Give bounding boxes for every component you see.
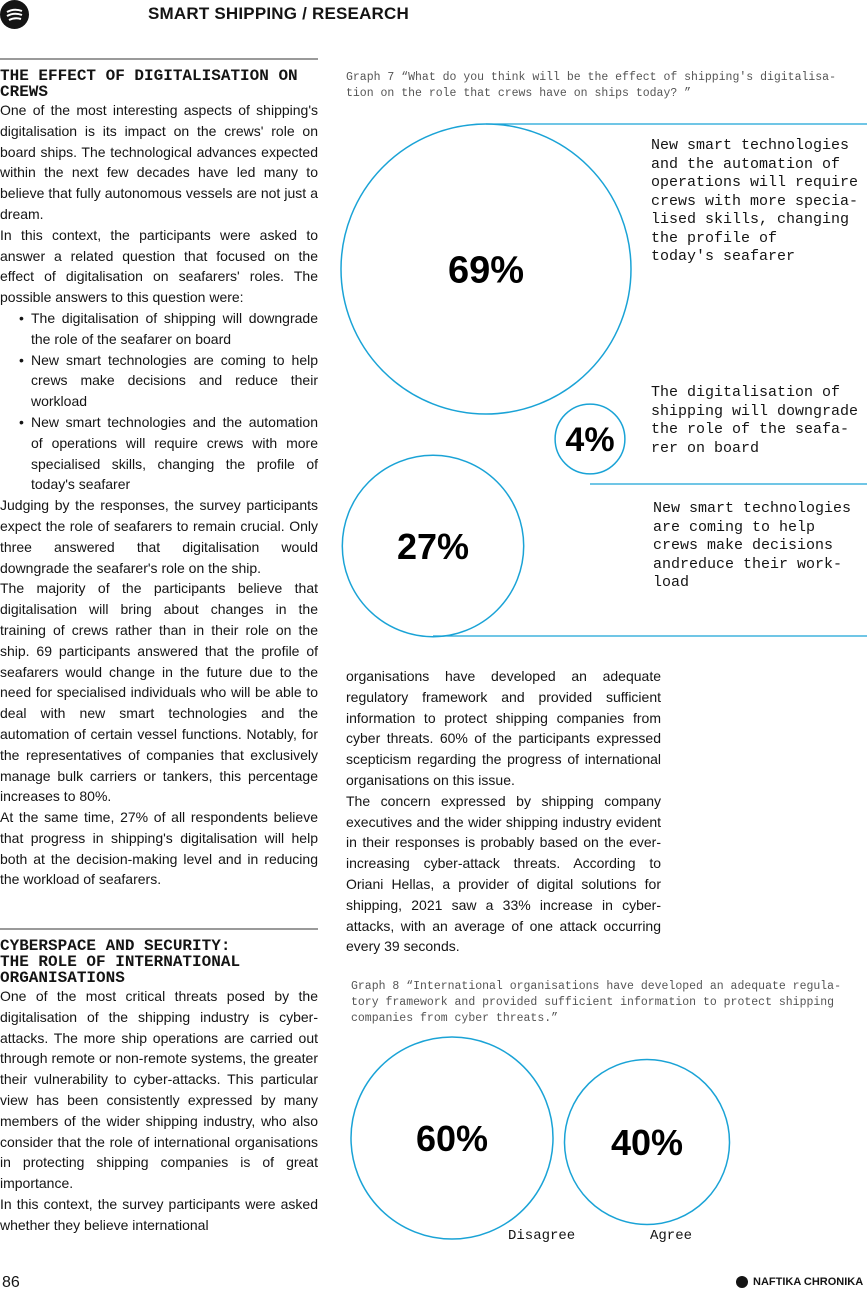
caption-line: tion on the role that crews have on ships today? ”: [346, 87, 692, 100]
paragraph: One of the most interesting aspects of shipping's digitalisation is its impact on the crews' role on board ships. The technological advances expected within the next few decades have led many to believe that fully autonomous vessels are not just a dream.: [0, 102, 318, 222]
brand-name: NAFTIKA CHRONIKA: [753, 1276, 864, 1288]
paragraph: In this context, the participants were asked to answer a related question that focused on the effect of digitalisation on seafarers' roles. The possible answers to this question were:: [0, 226, 318, 306]
caption-line: Graph 7 “What do you think will be the effect of shipping's digitalisa-: [346, 71, 836, 84]
answer-label: New smart technologies are coming to help crews make decisions andreduce their work- load: [653, 500, 852, 591]
section1-heading: THE EFFECT OF DIGITALISATION ON CREWS: [0, 67, 298, 101]
answer-label: New smart technologies and the automation of operations will require crews with more specia- lised skills, changing the profile of today's seafarer: [651, 137, 859, 265]
bubble-label: 4%: [565, 421, 615, 460]
list-item: • New smart technologies are coming to help crews make decisions and reduce their workload: [0, 350, 318, 412]
brand: [736, 1276, 863, 1288]
paragraph: In this context, the survey participants were asked whether they believe international: [0, 1195, 318, 1233]
continued-body: [346, 666, 661, 957]
graph8-caption: [351, 979, 861, 1027]
list-item: • New smart technologies and the automation of operations will require crews with more specialised skills, changing the profile of today's seafarer: [0, 412, 318, 495]
caption-line: Graph 8 “International organisations have developed an adequate regula-: [351, 980, 841, 993]
bubble-label: 40%: [610, 1122, 684, 1163]
paragraph: Judging by the responses, the survey participants expect the role of seafarers to remain crucial. Only three answered that digitalisation would downgrade the seafarer's role on the ship.: [0, 497, 318, 576]
paragraph: The majority of the participants believe that digitalisation will bring about changes in the training of crews rather than in their role on the ship. 69 participants answered that the profile of seafarers would change in the future due to the need for specialised individuals who will be able to deal with new smart technologies and the automation of certain vessel functions. Notably, for the representatives of companies that exclusively manage bulk carriers or tankers, this percentage increases to 80%.: [0, 580, 318, 805]
graph8-marks: [351, 1037, 730, 1239]
caption-line: tory framework and provided sufficient information to protect shipping: [351, 996, 835, 1009]
answer-label: The digitalisation of shipping will downgrade the role of the seafa- rer on board: [651, 384, 859, 457]
bubble-label: 27%: [396, 525, 470, 567]
heading-line: ORGANISATIONS: [0, 969, 125, 987]
bubble-label: 69%: [447, 249, 525, 292]
paragraph: The concern expressed by shipping company executives and the wider shipping industry evident in their responses is probably based on the ever-increasing cyber-attack threats. According to Oriani Hellas, a provider of digital solutions for shipping, 2021 saw a 33% increase in cyber-attacks, with an average of one attack occurring every 39 seconds.: [346, 792, 661, 955]
heading-line: THE ROLE OF INTERNATIONAL: [0, 953, 241, 971]
page-number: 86: [2, 1274, 20, 1291]
paragraph: One of the most critical threats posed by the digitalisation of the shipping industry is cyber-attacks. The more ship operations are carried out through remote or non-remote systems, the greater their vulnerability to cyber-attacks. This particular view has been consistently expressed by many members of the wider shipping industry, who also consider that the role of international organisations in protecting shipping companies is of great importance.: [0, 988, 318, 1192]
brand-logo-icon: [736, 1276, 748, 1288]
list-item: • The digitalisation of shipping will downgrade the role of the seafarer on board: [0, 308, 318, 350]
caption-line: companies from cyber threats.”: [351, 1012, 559, 1025]
category-label: Disagree: [508, 1228, 576, 1244]
bubble-label: 60%: [415, 1118, 489, 1159]
paragraph: At the same time, 27% of all respondents believe that progress in shipping's digitalisation will help both at the decision-making level and in reducing the workload of seafarers.: [0, 809, 318, 888]
header-title: SMART SHIPPING / RESEARCH: [148, 4, 409, 23]
heading-line: CYBERSPACE AND SECURITY:: [0, 937, 231, 955]
category-label: Agree: [650, 1228, 693, 1244]
paragraph: organisations have developed an adequate regulatory framework and provided sufficient information to protect shipping companies from cyber threats. 60% of the participants expressed scepticism regarding the progress of international organisations on this issue.: [346, 668, 661, 788]
